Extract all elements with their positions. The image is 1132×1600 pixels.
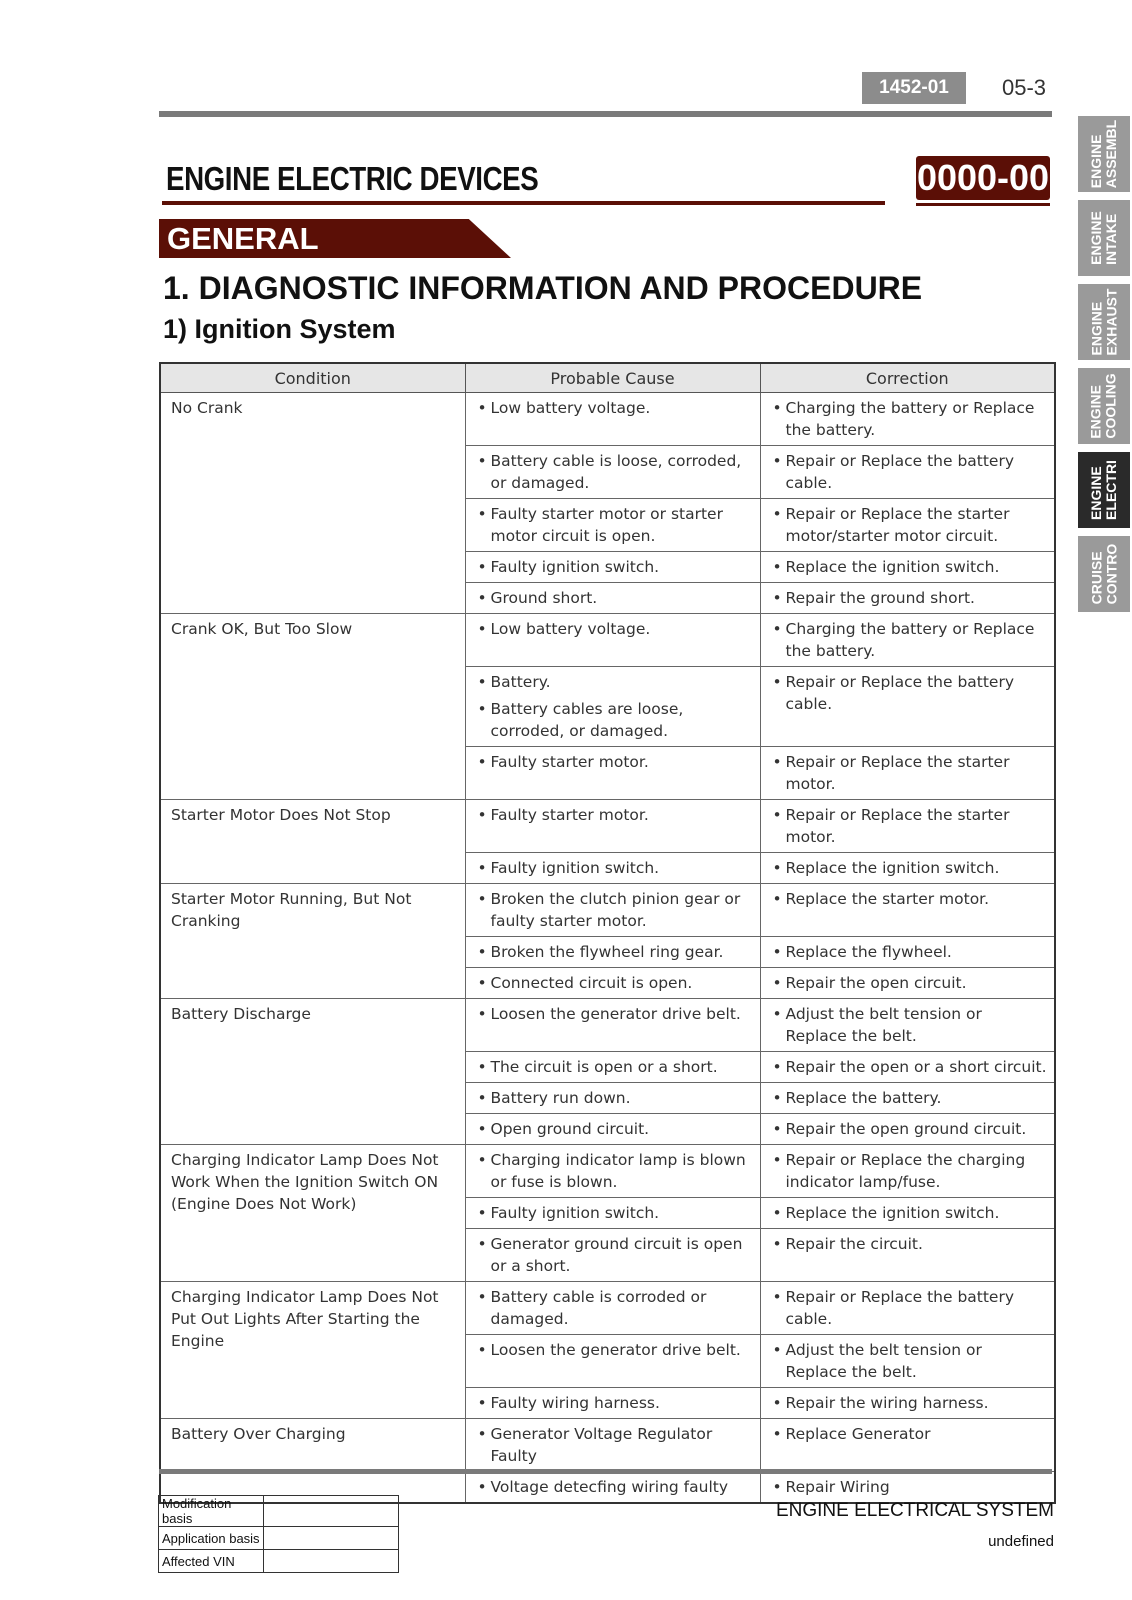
cause-cell — [465, 1472, 760, 1504]
cause-cell — [465, 853, 760, 884]
cause-cell — [465, 446, 760, 499]
page-number: 05-3 — [1002, 75, 1047, 100]
correction-item: • Repair or Replace the starter motor. — [770, 751, 1049, 795]
cause-cell — [465, 667, 760, 747]
revision-table — [158, 1495, 399, 1573]
cause-cell — [465, 1083, 760, 1114]
table-row — [160, 614, 1055, 667]
correction-item: • Replace the battery. — [770, 1087, 1049, 1109]
condition-cell: Starter Motor Running, But Not Cranking — [160, 884, 465, 999]
revision-label: Modification basis — [159, 1496, 264, 1527]
condition-cell: Battery Discharge — [160, 999, 465, 1145]
correction-cell — [760, 747, 1055, 800]
table-body — [160, 393, 1055, 1504]
correction-cell — [760, 499, 1055, 552]
correction-cell — [760, 968, 1055, 999]
correction-item: • Replace the ignition switch. — [770, 556, 1049, 578]
cause-item: • Faulty starter motor. — [475, 751, 754, 773]
section-title: ENGINE ELECTRIC DEVICES — [166, 160, 539, 197]
revision-row — [159, 1550, 399, 1573]
cause-item: • Battery cable is loose, corroded, or damaged. — [475, 450, 754, 494]
cause-item: • The circuit is open or a short. — [475, 1056, 754, 1078]
correction-cell — [760, 1282, 1055, 1335]
correction-cell — [760, 1198, 1055, 1229]
correction-cell — [760, 999, 1055, 1052]
cause-item: • Ground short. — [475, 587, 754, 609]
side-tab-label: EXHAUST — [1103, 288, 1119, 356]
correction-item: • Charging the battery or Replace the battery. — [770, 397, 1049, 441]
revision-row — [159, 1527, 399, 1550]
cause-cell — [465, 1335, 760, 1388]
correction-cell — [760, 884, 1055, 937]
column-header: Condition — [160, 363, 465, 393]
table-row — [160, 1145, 1055, 1198]
condition-cell: Battery Over Charging — [160, 1419, 465, 1504]
correction-item: • Adjust the belt tension or Replace the belt. — [770, 1003, 1049, 1047]
cause-cell — [465, 393, 760, 446]
correction-cell — [760, 937, 1055, 968]
cause-item: • Open ground circuit. — [475, 1118, 754, 1140]
correction-item: • Repair or Replace the battery cable. — [770, 671, 1049, 715]
condition-cell: Charging Indicator Lamp Does Not Put Out Lights After Starting the Engine — [160, 1282, 465, 1419]
condition-cell: No Crank — [160, 393, 465, 614]
cause-cell — [465, 800, 760, 853]
cause-cell — [465, 1388, 760, 1419]
cause-item: • Low battery voltage. — [475, 618, 754, 640]
cause-item: • Charging indicator lamp is blown or fuse is blown. — [475, 1149, 754, 1193]
section-code-underline — [916, 203, 1050, 206]
condition-cell: Starter Motor Does Not Stop — [160, 800, 465, 884]
cause-item: • Loosen the generator drive belt. — [475, 1003, 754, 1025]
cause-cell — [465, 1419, 760, 1472]
sub-heading: 1) Ignition System — [163, 314, 396, 344]
cause-cell — [465, 999, 760, 1052]
side-tab-engine-electrical[interactable] — [1078, 452, 1130, 528]
cause-item: • Generator Voltage Regulator Faulty — [475, 1423, 754, 1467]
correction-cell — [760, 583, 1055, 614]
footer-divider — [159, 1469, 1052, 1474]
table-row — [160, 1419, 1055, 1472]
revision-value — [264, 1527, 399, 1550]
cause-item: • Faulty ignition switch. — [475, 1202, 754, 1224]
table-header-row — [160, 363, 1055, 393]
header-divider — [159, 111, 1052, 117]
cause-item: • Connected circuit is open. — [475, 972, 754, 994]
cause-item: • Loosen the generator drive belt. — [475, 1339, 754, 1361]
column-header: Probable Cause — [465, 363, 760, 393]
correction-item: • Repair or Replace the starter motor. — [770, 804, 1049, 848]
correction-cell — [760, 667, 1055, 747]
cause-item: • Faulty ignition switch. — [475, 857, 754, 879]
revision-value — [264, 1550, 399, 1573]
correction-cell — [760, 1472, 1055, 1504]
correction-cell — [760, 393, 1055, 446]
table-row — [160, 393, 1055, 446]
document-code: 1452-01 — [862, 72, 966, 104]
correction-cell — [760, 446, 1055, 499]
cause-item: • Battery. — [475, 671, 754, 693]
correction-cell — [760, 1229, 1055, 1282]
cause-cell — [465, 968, 760, 999]
column-header: Correction — [760, 363, 1055, 393]
correction-cell — [760, 1335, 1055, 1388]
cause-item: • Battery run down. — [475, 1087, 754, 1109]
cause-item: • Battery cables are loose, corroded, or damaged. — [475, 698, 754, 742]
cause-cell — [465, 583, 760, 614]
correction-cell — [760, 552, 1055, 583]
side-tab-label: ENGINE — [1088, 211, 1104, 265]
side-tab-label: ASSEMBL — [1103, 119, 1120, 189]
correction-item: • Repair the wiring harness. — [770, 1392, 1049, 1414]
correction-cell — [760, 800, 1055, 853]
correction-item: • Repair the open or a short circuit. — [770, 1056, 1049, 1078]
correction-item: • Replace the starter motor. — [770, 888, 1049, 910]
cause-cell — [465, 1052, 760, 1083]
correction-item: • Charging the battery or Replace the battery. — [770, 618, 1049, 662]
cause-cell — [465, 552, 760, 583]
correction-item: • Replace the ignition switch. — [770, 857, 1049, 879]
side-tab-label: INTAKE — [1103, 213, 1119, 265]
table-row — [160, 800, 1055, 853]
cause-cell — [465, 1198, 760, 1229]
condition-cell: Crank OK, But Too Slow — [160, 614, 465, 800]
general-banner-label: GENERAL — [167, 221, 319, 256]
cause-cell — [465, 1229, 760, 1282]
cause-cell — [465, 937, 760, 968]
side-tab-label: ELECTRI — [1103, 460, 1120, 520]
section-code-badge: 0000-00 — [916, 157, 1050, 198]
side-tab-label: CONTRO — [1103, 543, 1120, 605]
cause-item: • Faulty ignition switch. — [475, 556, 754, 578]
revision-label: Affected VIN — [159, 1550, 264, 1573]
title-underline — [162, 201, 885, 205]
correction-item: • Repair or Replace the battery cable. — [770, 1286, 1049, 1330]
side-tab-engine-cooling[interactable] — [1078, 368, 1130, 444]
cause-cell — [465, 747, 760, 800]
cause-item: • Generator ground circuit is open or a short. — [475, 1233, 754, 1277]
cause-item: • Battery cable is corroded or damaged. — [475, 1286, 754, 1330]
cause-item: • Faulty starter motor or starter motor circuit is open. — [475, 503, 754, 547]
side-tab-engine-exhaust[interactable] — [1078, 284, 1130, 360]
cause-cell — [465, 884, 760, 937]
correction-item: • Replace Generator — [770, 1423, 1049, 1445]
revision-label: Application basis — [159, 1527, 264, 1550]
cause-item: • Faulty wiring harness. — [475, 1392, 754, 1414]
table-row — [160, 884, 1055, 937]
side-tab-label: ENGINE — [1088, 301, 1104, 356]
correction-cell — [760, 1419, 1055, 1472]
side-tab-label: ENGINE — [1088, 466, 1105, 520]
cause-cell — [465, 1282, 760, 1335]
table-row — [160, 1282, 1055, 1335]
side-tab-engine-assembly[interactable] — [1078, 116, 1130, 192]
cause-item: • Broken the flywheel ring gear. — [475, 941, 754, 963]
cause-cell — [465, 1114, 760, 1145]
side-tab-engine-intake[interactable] — [1078, 200, 1130, 276]
correction-item: • Repair the open ground circuit. — [770, 1118, 1049, 1140]
correction-cell — [760, 1052, 1055, 1083]
cause-item: • Faulty starter motor. — [475, 804, 754, 826]
table-row — [160, 999, 1055, 1052]
cause-cell — [465, 1145, 760, 1198]
correction-item: • Repair the circuit. — [770, 1233, 1049, 1255]
main-heading: 1. DIAGNOSTIC INFORMATION AND PROCEDURE — [163, 270, 923, 306]
diagnostic-table — [159, 362, 1056, 1504]
correction-cell — [760, 614, 1055, 667]
side-tab-label: ENGINE — [1088, 134, 1105, 189]
correction-item: • Repair Wiring — [770, 1476, 1049, 1498]
side-tab-label: CRUISE — [1088, 551, 1105, 605]
correction-item: • Repair the ground short. — [770, 587, 1049, 609]
footer-system-name: ENGINE ELECTRICAL SYSTEM — [775, 1500, 1054, 1521]
cause-cell — [465, 614, 760, 667]
correction-cell — [760, 1388, 1055, 1419]
correction-item: • Repair the open circuit. — [770, 972, 1049, 994]
side-tab-cruise-control[interactable] — [1078, 536, 1130, 612]
correction-cell — [760, 853, 1055, 884]
cause-cell — [465, 499, 760, 552]
revision-value — [264, 1496, 399, 1527]
correction-item: • Replace the ignition switch. — [770, 1202, 1049, 1224]
cause-item: • Voltage detecfing wiring faulty — [475, 1476, 754, 1498]
correction-item: • Repair or Replace the charging indicator lamp/fuse. — [770, 1149, 1049, 1193]
side-tab-label: ENGINE — [1088, 384, 1104, 439]
correction-item: • Adjust the belt tension or Replace the belt. — [770, 1339, 1049, 1383]
correction-item: • Repair or Replace the battery cable. — [770, 450, 1049, 494]
correction-item: • Repair or Replace the starter motor/starter motor circuit. — [770, 503, 1049, 547]
correction-item: • Replace the flywheel. — [770, 941, 1049, 963]
condition-cell: Charging Indicator Lamp Does Not Work When the Ignition Switch ON (Engine Does Not Work) — [160, 1145, 465, 1282]
correction-cell — [760, 1145, 1055, 1198]
cause-item: • Low battery voltage. — [475, 397, 754, 419]
revision-row — [159, 1496, 399, 1527]
cause-item: • Broken the clutch pinion gear or faulty starter motor. — [475, 888, 754, 932]
correction-cell — [760, 1083, 1055, 1114]
side-tab-label: COOLING — [1103, 373, 1119, 439]
footer-note: undefined — [988, 1533, 1054, 1550]
correction-cell — [760, 1114, 1055, 1145]
